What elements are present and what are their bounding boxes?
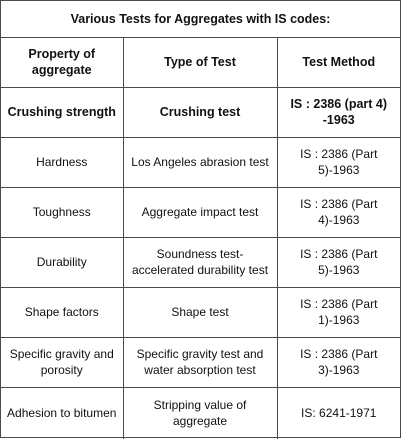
cell-test: Stripping value of aggregate bbox=[123, 387, 277, 439]
cell-test: Crushing test bbox=[123, 87, 277, 137]
table-title: Various Tests for Aggregates with IS codes: bbox=[1, 1, 400, 37]
aggregate-tests-table bbox=[1, 1, 400, 439]
table-caption-row bbox=[1, 1, 400, 37]
cell-test: Los Angeles abrasion test bbox=[123, 137, 277, 187]
cell-method: IS : 2386 (part 4) -1963 bbox=[277, 87, 400, 137]
cell-method: IS : 2386 (Part 4)-1963 bbox=[277, 187, 400, 237]
cell-method: IS : 2386 (Part 3)-1963 bbox=[277, 337, 400, 387]
table-row bbox=[1, 237, 400, 287]
table-row bbox=[1, 337, 400, 387]
cell-property: Adhesion to bitumen bbox=[1, 387, 123, 439]
cell-property: Hardness bbox=[1, 137, 123, 187]
cell-method: IS: 6241-1971 bbox=[277, 387, 400, 439]
table-row bbox=[1, 287, 400, 337]
table-row bbox=[1, 137, 400, 187]
cell-test: Specific gravity test and water absorption test bbox=[123, 337, 277, 387]
cell-property: Durability bbox=[1, 237, 123, 287]
table-row bbox=[1, 187, 400, 237]
cell-property: Shape factors bbox=[1, 287, 123, 337]
cell-test: Aggregate impact test bbox=[123, 187, 277, 237]
cell-test: Shape test bbox=[123, 287, 277, 337]
cell-property: Toughness bbox=[1, 187, 123, 237]
header-property: Property of aggregate bbox=[1, 37, 123, 87]
cell-property: Crushing strength bbox=[1, 87, 123, 137]
cell-method: IS : 2386 (Part 5)-1963 bbox=[277, 137, 400, 187]
cell-property: Specific gravity and porosity bbox=[1, 337, 123, 387]
header-test-type: Type of Test bbox=[123, 37, 277, 87]
cell-method: IS : 2386 (Part 5)-1963 bbox=[277, 237, 400, 287]
cell-method: IS : 2386 (Part 1)-1963 bbox=[277, 287, 400, 337]
table-row bbox=[1, 87, 400, 137]
cell-test: Soundness test- accelerated durability test bbox=[123, 237, 277, 287]
table-row bbox=[1, 387, 400, 439]
table-header-row bbox=[1, 37, 400, 87]
header-test-method: Test Method bbox=[277, 37, 400, 87]
